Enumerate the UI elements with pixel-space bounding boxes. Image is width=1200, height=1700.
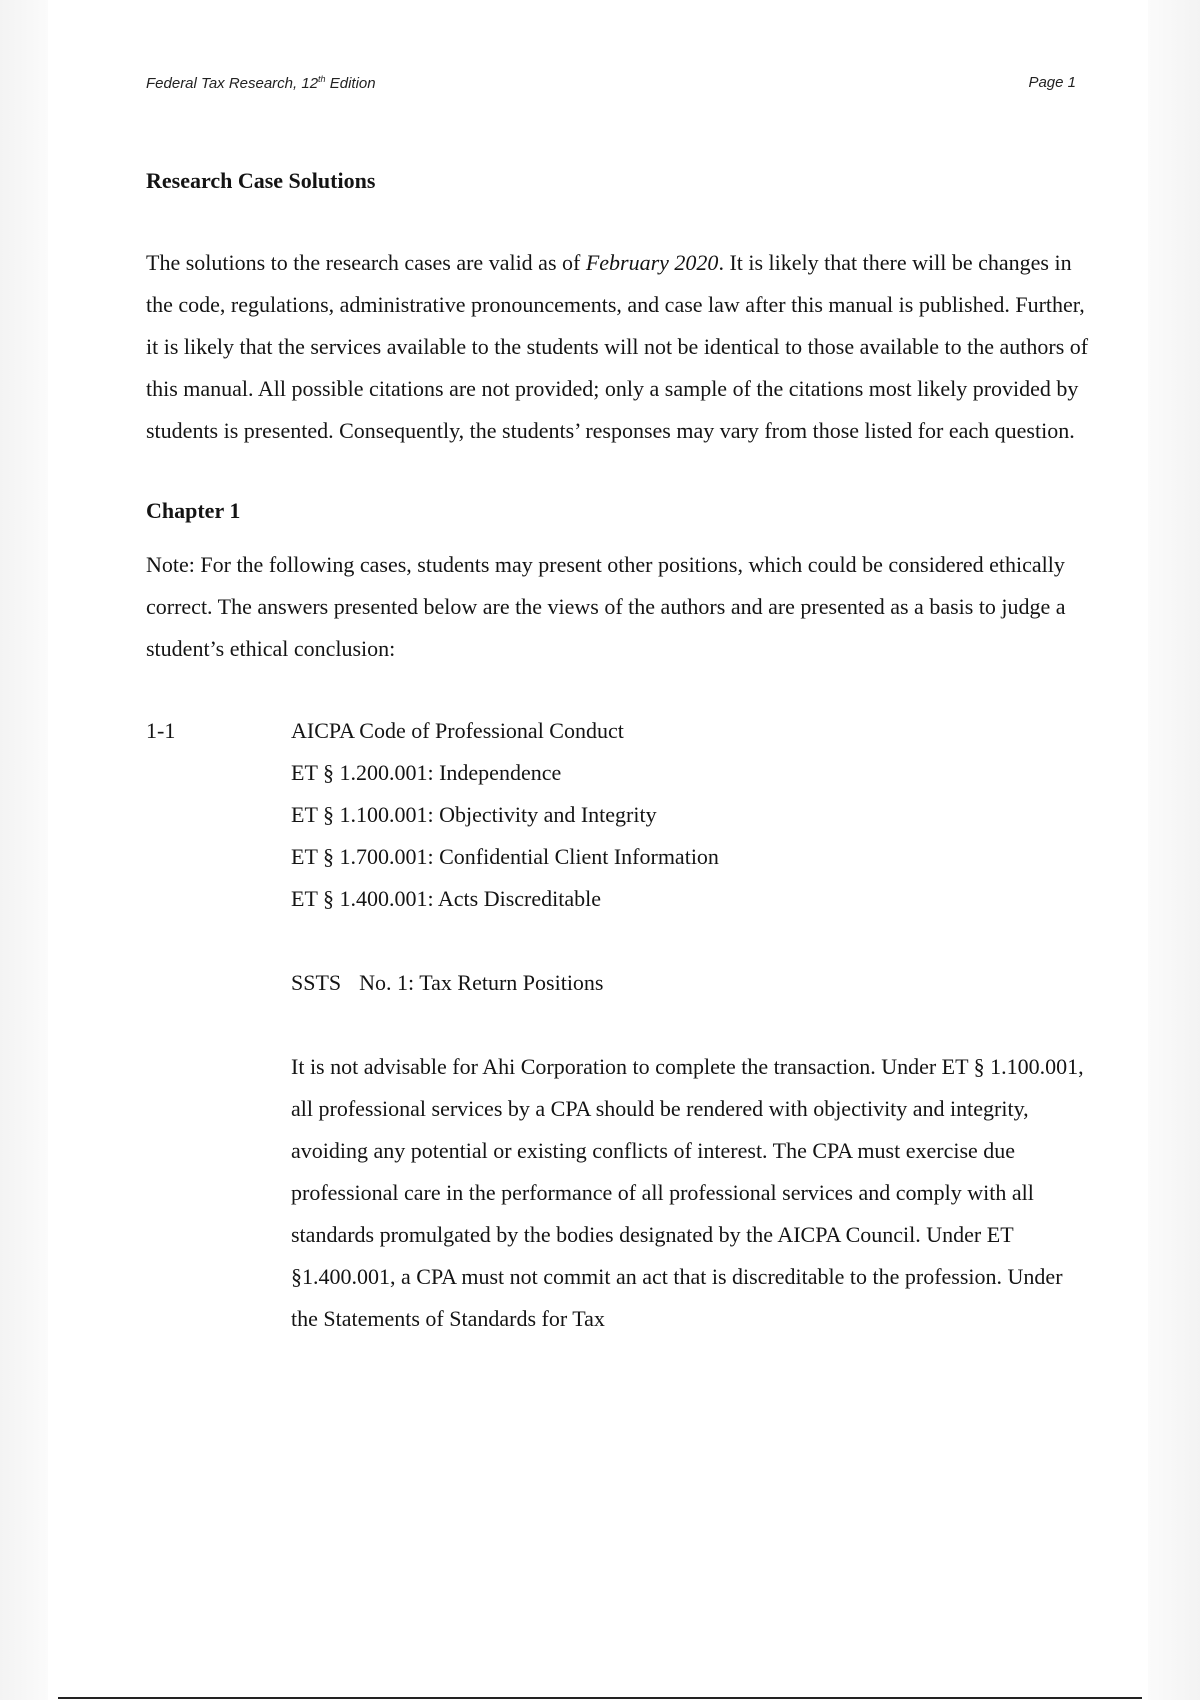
page-number: Page 1: [1028, 74, 1076, 91]
ssts-line: SSTS No. 1: Tax Return Positions: [291, 970, 604, 995]
case-number: 1-1: [146, 718, 176, 743]
citation-line: ET § 1.700.001: Confidential Client Information: [291, 844, 719, 869]
case-answer-paragraph: It is not advisable for Ahi Corporation to complete the transaction. Under ET § 1.100.001, all professional services by a CPA should be rendered with objectivity and integrity, avoiding any potential or existing conflicts of interest. The CPA must exercise due professional care in the performance of all professional services and comply with all standards promulgated by the bodies designated by the AICPA Council. Under ET §1.400.001, a CPA must not commit an act that is discreditable to the profession. Under the Statements of Standards for Tax: [291, 1054, 1084, 1331]
footer-divider: [58, 1697, 1142, 1699]
intro-paragraph: The solutions to the research cases are valid as of February 2020. It is likely that there will be changes in the code, regulations, administrative pronouncements, and case law after this manual is published. Further, it is likely that the services available to the students will not be identical to those available to the authors of this manual. All possible citations are not provided; only a sample of the citations most likely provided by students is presented. Consequently, the students’ responses may vary from those listed for each question.: [146, 250, 1089, 443]
citation-line: ET § 1.200.001: Independence: [291, 760, 562, 785]
citation-line: ET § 1.400.001: Acts Discreditable: [291, 886, 601, 911]
chapter-heading: Chapter 1: [146, 498, 241, 523]
code-title: AICPA Code of Professional Conduct: [291, 718, 624, 743]
citation-line: ET § 1.100.001: Objectivity and Integrity: [291, 802, 657, 827]
document-title: Research Case Solutions: [146, 168, 376, 193]
valid-date: February 2020: [585, 250, 719, 275]
case-body: [291, 710, 1091, 1340]
case-item: [146, 710, 1096, 1340]
scan-edge-left: [0, 0, 48, 1700]
scan-edge-right: [1148, 0, 1200, 1700]
main-content: [146, 166, 1096, 1340]
note-paragraph: Note: For the following cases, students may present other positions, which could be considered ethically correct. The answers presented below are the views of the authors and are presented as a basis to judge a student’s ethical conclusion:: [146, 552, 1066, 661]
book-title: Federal Tax Research, 12th Edition: [146, 74, 376, 92]
